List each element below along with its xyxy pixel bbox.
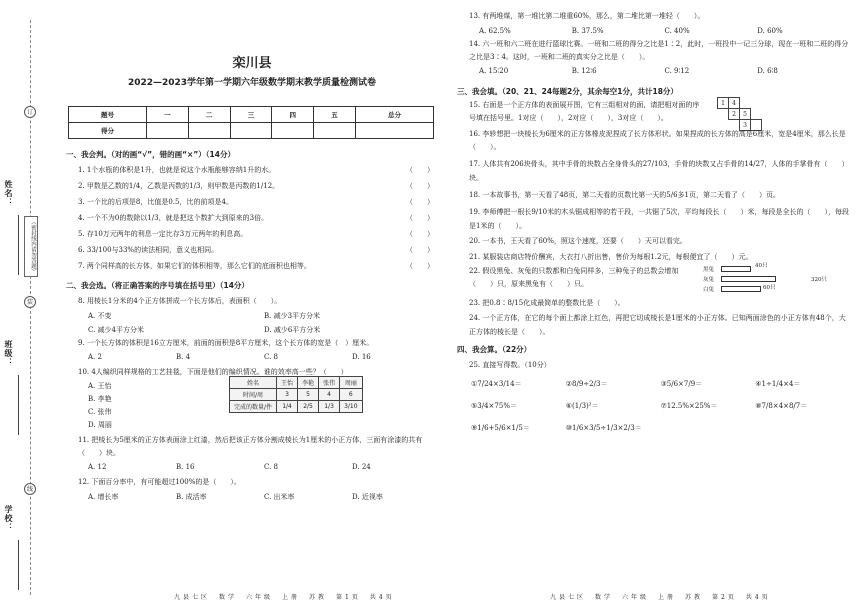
judge-item (64, 258, 440, 274)
q10-block (64, 380, 440, 434)
score-cell[interactable] (355, 123, 433, 139)
option[interactable]: B. 16 (176, 463, 195, 471)
judge-item (64, 162, 440, 178)
calc-item[interactable]: ③5/6×7/9＝ (660, 380, 703, 388)
section-3-title: 三、我会填。（20、21、24每题2分，其余每空1分，共计18分） (457, 87, 678, 96)
judge-text: 4. 一个不为0的数除以1/3，就是把这个数扩大到原来的3倍。 (78, 214, 269, 222)
question-16: 16. 李轸想把一块棱长为6厘米的正方体橡皮泥捏成了长方体形状。如果捏成的长方体的高是6厘米，宽是4厘米，那么长是（ ）。 (469, 130, 846, 151)
question-13: 13. 有两堆煤，第一堆比第二堆重60%，那么，第二堆比第一堆轻（ ）。 (469, 12, 705, 20)
answer-paren[interactable]: （ ） (406, 214, 434, 222)
section-2-title: 二、我会选。（将正确答案的序号填在括号里）（14分） (66, 281, 249, 290)
calc-item[interactable]: ⑧7/8×4×8/7＝ (755, 402, 808, 410)
option[interactable]: D. 近视率 (352, 493, 383, 501)
cell: 1/3 (319, 401, 340, 413)
question-15: 15. 右面是一个正方体的表面展开图，它有三组相对的面，请把相对面的序号填在括号里。1对应（ ），2对应（ ），3对应（ ）。 (469, 101, 700, 122)
cell: 5 (298, 389, 319, 401)
calc-item[interactable]: ④1÷1/4×4＝ (755, 380, 801, 388)
net-face: 3 (740, 120, 751, 131)
answer-paren[interactable]: （ ） (406, 262, 434, 270)
option[interactable]: C. 8 (264, 353, 279, 361)
class-label: 班级： (4, 340, 14, 367)
net-face: 4 (729, 98, 740, 109)
question-10: 10. 4人编织同样规格的工艺挂毯，下面是他们的编织情况。谁的效率高一些？（ ） (78, 368, 348, 376)
options-12 (64, 490, 440, 504)
option[interactable]: A. 增长率 (88, 493, 119, 501)
answer-paren[interactable]: （ ） (406, 198, 434, 206)
calc-item[interactable]: ⑤3/4×75%＝ (471, 402, 517, 410)
cell: 五 (314, 107, 356, 123)
option[interactable]: C. 张伟 (88, 408, 112, 416)
score-header-row (69, 107, 434, 123)
score-cell[interactable] (188, 123, 230, 139)
q15-block (455, 99, 850, 129)
options-8 (64, 309, 440, 337)
label-white: 白兔 (703, 287, 715, 293)
options-13 (455, 24, 850, 38)
net-face: 5 (740, 109, 751, 120)
cell: 完成的数量/件 (230, 401, 277, 413)
options-9 (64, 350, 440, 364)
cell: 姓名 (230, 377, 277, 389)
cell: 6 (340, 389, 362, 401)
judge-item (64, 194, 440, 210)
question-14: 14. 六一班和六二班在进行篮球比赛。一班和二班的得分之比是1∶2，此时，一班投中一记三分球，现在一班和二班的得分之比是3∶4。这时，一班和二班的真实分之比是（ ）。 (469, 40, 849, 61)
net-face: 2 (729, 109, 740, 120)
option[interactable]: B. 4 (176, 353, 191, 361)
calc-item[interactable]: ⑩1/6×3/5÷1/3×2/3＝ (565, 424, 642, 432)
score-row (69, 123, 434, 139)
option[interactable]: D. 周丽 (88, 421, 112, 429)
option[interactable]: C. 9∶12 (664, 67, 690, 75)
cell: 总分 (355, 107, 433, 123)
option[interactable]: B. 李艳 (88, 395, 112, 403)
seal-circle-ding: 订 (24, 106, 36, 118)
judge-item (64, 226, 440, 242)
option[interactable]: D. 减少6平方分米 (264, 326, 321, 334)
name-field[interactable] (18, 215, 19, 275)
bar-white (721, 286, 761, 292)
cell: 得分 (69, 123, 147, 139)
cell: 张伟 (319, 377, 340, 389)
seal-circle-xian: 线 (24, 483, 36, 495)
class-field[interactable] (18, 375, 19, 435)
option[interactable]: B. 成活率 (176, 493, 207, 501)
options-14 (455, 64, 850, 78)
question-9: 9. 一个长方体的体积是16立方厘米，前面的面积是8平方厘米，这个长方体的宽是（ ）厘米。 (78, 339, 374, 347)
rabbit-diagram (703, 265, 843, 295)
bar-gray (721, 276, 776, 282)
label-total: 320只 (811, 277, 827, 283)
option[interactable]: A. 12 (88, 463, 107, 471)
label-gray: 灰兔 (703, 277, 715, 283)
question-19: 19. 李师傅把一根长9/10米的木头锯成相等的若干段，一共锯了5次，平均每段长（ ）米，每段是全长的（ ），每段是1米的（ ）。 (469, 208, 850, 230)
school-label: 学校： (4, 505, 14, 532)
judge-text: 6. 33/100与33%的读法相同，意义也相同。 (78, 246, 219, 254)
cell: 4 (319, 389, 340, 401)
cell: 王怡 (277, 377, 298, 389)
judge-text: 7. 两个同样高的长方体，如果它们的体积相等，那么它们的底面积也相等。 (78, 262, 311, 270)
question-12: 12. 下面百分率中，有可能超过100%的是（ ）。 (78, 478, 241, 486)
judge-text: 1. 1个水瓶的体积是1升，也就是说这个水瓶能够容纳1升的水。 (78, 166, 276, 174)
label-v2: 60只 (763, 285, 776, 291)
cell: 1/4 (277, 401, 298, 413)
footer-right: 九县七区 数学 六年级 上册 苏教 第2页 共4页 (550, 594, 771, 601)
question-11: 11. 把棱长为5厘米的正方体表面涂上红漆，然后把该正方体分割成棱长为1厘米的小正方体，三面有涂漆的共有（ ）块。 (78, 436, 423, 457)
question-17: 17. 人体共有206块骨头，其中手骨的块数占全身骨头的27/103，手骨的块数又占手骨的14/27，人体的手掌骨有（ ）块。 (469, 160, 849, 182)
option[interactable]: B. 减少3平方分米 (264, 312, 321, 320)
option[interactable]: C. 减少4平方分米 (88, 326, 145, 334)
cell: 题号 (69, 107, 147, 123)
cell: 李艳 (298, 377, 319, 389)
cell: 周丽 (340, 377, 362, 389)
page-left (64, 0, 440, 609)
judge-text: 2. 甲数是乙数的1/4，乙数是丙数的1/3，则甲数是丙数的1/12。 (78, 182, 280, 190)
option[interactable]: D. 60% (757, 27, 783, 35)
option[interactable]: B. 12∶6 (571, 67, 597, 75)
question-8: 8. 用棱长1分米的4个正方体拼成一个长方体后，表面积（ ）。 (78, 297, 282, 305)
exam-title: 2022—2023学年第一学期六年级数学期末教学质量检测试卷 (127, 78, 377, 88)
score-cell[interactable] (314, 123, 356, 139)
score-cell[interactable] (230, 123, 272, 139)
section-1-title: 一、我会判。（对的画“√”，错的画“×”）（14分） (66, 150, 235, 159)
judge-item (64, 242, 440, 258)
page-right (455, 0, 850, 609)
question-22: 22. 假设黑兔、灰兔的只数都和白兔同样多，三种兔子的总数会增加（ ）只，原来黑兔有（ ）只。 (469, 267, 679, 288)
answer-paren[interactable]: （ ） (406, 230, 434, 238)
option[interactable]: A. 2 (88, 353, 102, 361)
judge-item (64, 178, 440, 194)
score-cell[interactable] (147, 123, 189, 139)
calc-item[interactable]: ⑨1/6+5/6×1/5＝ (471, 424, 530, 432)
cube-net (717, 97, 762, 131)
cell: 一 (147, 107, 189, 123)
cell: 四 (272, 107, 314, 123)
question-18: 18. 一本故事书，第一天看了48页，第二天看的页数比第一天的5/6多1页，第二天看了（ ）页。 (469, 191, 780, 199)
judge-text: 5. 存10万元两年的利息一定比存3万元两年的利息高。 (78, 230, 248, 238)
cell: 时间/周 (230, 389, 277, 401)
label-v1: 40只 (755, 263, 768, 269)
school-field[interactable] (18, 540, 19, 590)
cell: 3 (277, 389, 298, 401)
option[interactable]: A. 不变 (88, 312, 112, 320)
calc-item[interactable]: ①7/24×3/14＝ (471, 380, 522, 388)
weaving-table (229, 376, 363, 413)
binding-margin (0, 0, 64, 609)
judge-text: 3. 一个比的后项是8，比值是0.5，比的前项是4。 (78, 198, 233, 206)
judge-item (64, 210, 440, 226)
footer-left: 九县七区 数学 六年级 上册 苏教 第1页 共4页 (174, 594, 395, 601)
net-face: 1 (718, 98, 729, 109)
calc-item[interactable]: ⑦12.5%×25%＝ (660, 402, 718, 410)
option[interactable]: A. 15∶20 (479, 67, 509, 75)
option[interactable]: D. 24 (352, 463, 371, 471)
label-black: 黑兔 (703, 267, 715, 273)
calc-list (455, 373, 850, 439)
option[interactable]: A. 王怡 (88, 382, 112, 390)
calc-item[interactable]: ⑥(1/3)²＝ (565, 402, 599, 410)
seal-note: （密封线内请勿答题） (24, 216, 38, 277)
option[interactable]: A. 62.5% (479, 27, 511, 35)
score-table (68, 106, 434, 139)
answer-paren[interactable]: （ ） (406, 166, 434, 174)
option[interactable]: B. 37.5% (571, 27, 604, 35)
question-25: 25. 直接写得数。（10分） (469, 361, 551, 369)
calc-item[interactable]: ②8/9÷2/3＝ (565, 380, 608, 388)
cell: 二 (188, 107, 230, 123)
question-23: 23. 把0.8∶8/15化成最简单的整数比是（ ）。 (469, 299, 625, 307)
q22-block (455, 265, 850, 293)
option[interactable]: C. 40% (664, 27, 690, 35)
section-4-title: 四、我会算。（22分） (457, 345, 532, 354)
cell: 3/10 (340, 401, 362, 413)
option[interactable]: D. 16 (352, 353, 371, 361)
option[interactable]: C. 出米率 (264, 493, 295, 501)
option[interactable]: D. 6∶8 (757, 67, 778, 75)
cell: 2/5 (298, 401, 319, 413)
options-11 (64, 460, 440, 474)
option[interactable]: C. 8 (264, 463, 279, 471)
bar-black (721, 266, 751, 272)
county-title: 栾川县 (232, 56, 272, 71)
answer-paren[interactable]: （ ） (406, 246, 434, 254)
question-24: 24. 一个正方体，在它的每个面上都涂上红色，再把它切成棱长是1厘米的小正方体。已知两面涂色的小正方体有48个，大正方体的棱长是（ ）。 (469, 314, 846, 336)
score-cell[interactable] (272, 123, 314, 139)
name-label: 姓名： (4, 180, 14, 207)
question-20: 20. 一本书，王天看了60%，照这个速度，还要（ ）天可以看完。 (469, 237, 687, 245)
question-21: 21. 某服装店商店特价酬宾，大衣打八折出售，售价为每根1.2元，每根便宜了（ ）元。 (469, 253, 753, 261)
cell: 三 (230, 107, 272, 123)
answer-paren[interactable]: （ ） (406, 182, 434, 190)
seal-circle-zhuang: 装 (24, 296, 36, 308)
